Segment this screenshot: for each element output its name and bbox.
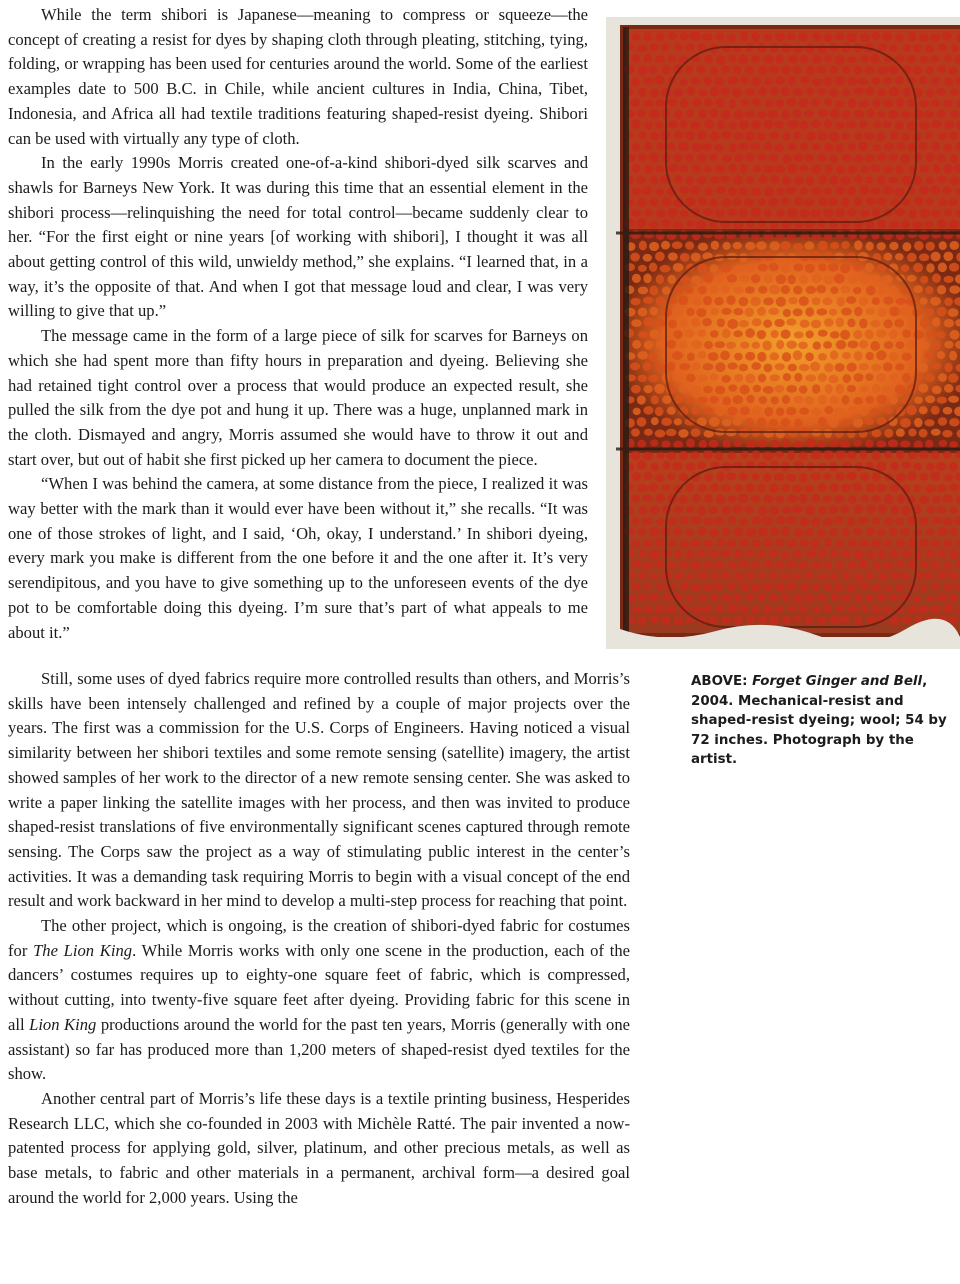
lion-king-title-2: Lion King [29,1014,97,1034]
paragraph-6 [8,914,630,1087]
caption-details: , 2004. Mechanical-resist and shaped-resist dyeing; wool; 54 by 72 inches. Photograph by the artist. [691,674,947,768]
article-column-bottom [8,667,630,1210]
paragraph-6-part-b: . While Morris works with only one scene in the production, each of the dancers’ costumes requires up to eighty-one square feet of fabric, which is compressed, without cutting, into twenty-five square feet after dyeing. Providing fabric for this scene in all [8,940,630,1034]
paragraph-6-part-c: productions around the world for the past ten years, Morris (generally with one assistant) so far has produced more than 1,200 meters of shaped-resist dyed textiles for the show. [8,1014,630,1084]
article-column-top [8,3,588,645]
lion-king-title: The Lion King [33,940,133,960]
paragraph-3: The message came in the form of a large piece of silk for scarves for Barneys on which she had spent more than fifty hours in preparation and dyeing. Believing she had retained tight control over a process that would produce an expected result, she pulled the silk from the dye pot and hung it up. There was a huge, unplanned mark in the cloth. Dismayed and angry, Morris assumed she would have to throw it out and start over, but out of habit she first picked up her camera to document the piece. [8,326,588,469]
paragraph-4: “When I was behind the camera, at some distance from the piece, I realized it was way better with the mark than it would ever have been without it,” she recalls. “It was one of those strokes of light, and I said, ‘Oh, okay, I understand.’ In shibori dyeing, every mark you make is different from the one before it and the one after it. It’s very serendipitous, and you have to give something up to the unforeseen events of the dye pot to be comfortable doing this dyeing. I’m sure that’s part of what appeals to me about it.” [8,474,588,642]
paragraph-5: Still, some uses of dyed fabrics require more controlled results than others, and Morris’s skills have been intensely challenged and refined by a couple of major projects over the years. The first was a commission for the U.S. Corps of Engineers. Having noticed a visual similarity between her shibori textiles and some remote sensing (satellite) imagery, the artist showed samples of her work to the director of a new remote sensing center. She was asked to write a paper linking the satellite images with her process, and then was invited to produce shaped-resist translations of five environmentally significant scenes captured through remote sensing. The Corps saw the project as a way of stimulating public interest in the center’s activities. It was a demanding task requiring Morris to begin with a visual concept of the end result and work backward in her mind to develop a multi-step process for reaching that point. [8,669,630,911]
paragraph-6-part-a: The other project, which is ongoing, is the creation of shibori-dyed fabric for costumes for [8,916,630,960]
caption-artwork-title: Forget Ginger and Bell [752,674,923,689]
paragraph-7: Another central part of Morris’s life these days is a textile printing business, Hesperides Research LLC, which she co-founded in 2003 with Michèle Ratté. The pair invented a now-patented process for applying gold, silver, platinum, and other precious metals, as well as base metals, to fabric and other materials in a permanent, archival form—a desired goal around the world for 2,000 years. Using the [8,1088,630,1207]
paragraph-1: While the term shibori is Japanese—meaning to compress or squeeze—the concept of creating a resist for dyes by shaping cloth through pleating, stitching, tying, folding, or wrapping has been used for centuries around the world. Some of the earliest examples date to 500 B.C. in Chile, while ancient cultures in India, China, Tibet, Indonesia, and Africa all had textile traditions featuring shaped-resist dyeing. Shibori can be used with virtually any type of cloth. [8,5,588,148]
figure-caption [691,672,956,770]
artwork-photo [606,17,960,649]
paragraph-2: In the early 1990s Morris created one-of-a-kind shibori-dyed silk scarves and shawls for Barneys New York. It was during this time that an essential element in the shibori process—relinquishing the need for total control—became suddenly clear to her. “For the first eight or nine years [of working with shibori], I thought it was all about getting control of this wild, unwieldy method,” she explains. “I learned that, in a way, it’s the opposite of that. And when I got that message loud and clear, I was very willing to give that up.” [8,153,588,321]
caption-lead: ABOVE: [691,674,748,689]
shibori-textile-image [606,17,960,649]
